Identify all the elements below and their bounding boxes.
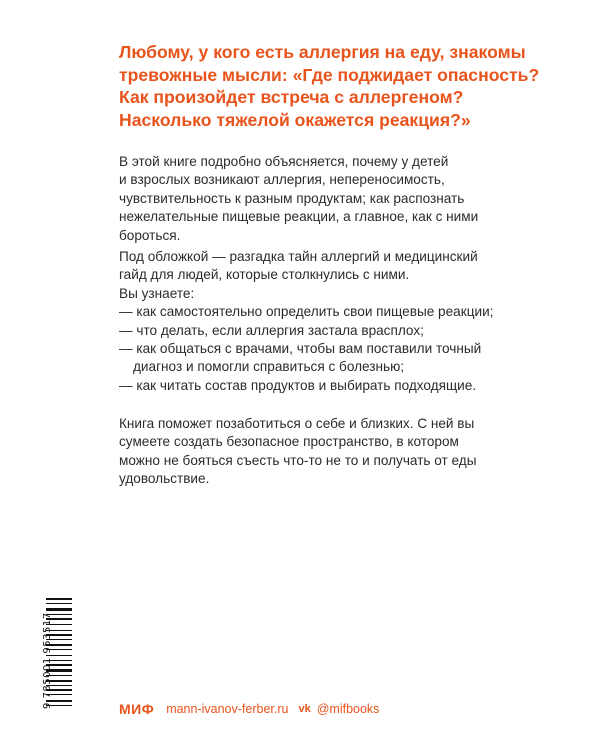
closing-paragraph xyxy=(119,415,539,489)
lead-line: Любому, у кого есть аллергия на еду, знакомы xyxy=(119,42,526,62)
text-line: Книга поможет позаботиться о себе и близких. С ней вы xyxy=(119,416,475,431)
barcode-bar xyxy=(46,605,72,607)
learn-list-paragraph xyxy=(119,248,539,395)
text-line: удовольствие. xyxy=(119,471,210,487)
isbn-number: 9 785001 953517 xyxy=(42,612,53,709)
text-line: В этой книге подробно объясняется, почему у детей xyxy=(119,154,449,169)
publisher-logo: МИФ xyxy=(119,701,155,717)
website-link[interactable]: mann-ivanov-ferber.ru xyxy=(166,702,289,716)
barcode-bar xyxy=(46,603,72,604)
isbn-barcode xyxy=(36,598,72,718)
barcode-bar xyxy=(46,598,72,600)
list-item: — как читать состав продуктов и выбирать подходящие. xyxy=(119,377,477,393)
list-item: — что делать, если аллергия застала врасплох; xyxy=(119,322,424,338)
lead-line: Как произойдет встреча с аллергеном? xyxy=(119,87,464,108)
text-line: сумеете создать безопасное пространство, в котором xyxy=(119,434,459,450)
text-line: нежелательные пищевые реакции, а главное, как с ними xyxy=(119,209,479,225)
description-paragraph xyxy=(119,153,539,245)
text-line: и взрослых возникают аллергия, непереносимость, xyxy=(119,172,445,188)
lead-line: тревожные мысли: «Где поджидает опасность? xyxy=(119,64,540,85)
list-item: — как общаться с врачами, чтобы вам поставили точный xyxy=(119,341,482,357)
publisher-footer xyxy=(119,701,379,717)
barcode-bar xyxy=(46,608,72,611)
text-line: гайд для людей, которые столкнулись с ними. xyxy=(119,267,410,283)
social-handle[interactable]: @mifbooks xyxy=(316,702,380,716)
vk-icon: vk xyxy=(298,703,311,715)
text-line: Под обложкой — разгадка тайн аллергий и медицинский xyxy=(119,249,478,264)
barcode-bar xyxy=(46,601,72,602)
list-item-continuation: диагноз и помогли справиться с болезнью; xyxy=(133,359,405,375)
lead-quote xyxy=(119,41,539,131)
text-line: чувствительность к разным продуктам; как распознать xyxy=(119,190,465,206)
text-line: бороться. xyxy=(119,227,181,243)
list-item: — как самостоятельно определить свои пищевые реакции; xyxy=(119,304,494,320)
text-line: можно не бояться съесть что-то не то и получать от еды xyxy=(119,452,477,468)
lead-line: Насколько тяжелой окажется реакция?» xyxy=(119,109,471,130)
text-line: Вы узнаете: xyxy=(119,285,195,301)
